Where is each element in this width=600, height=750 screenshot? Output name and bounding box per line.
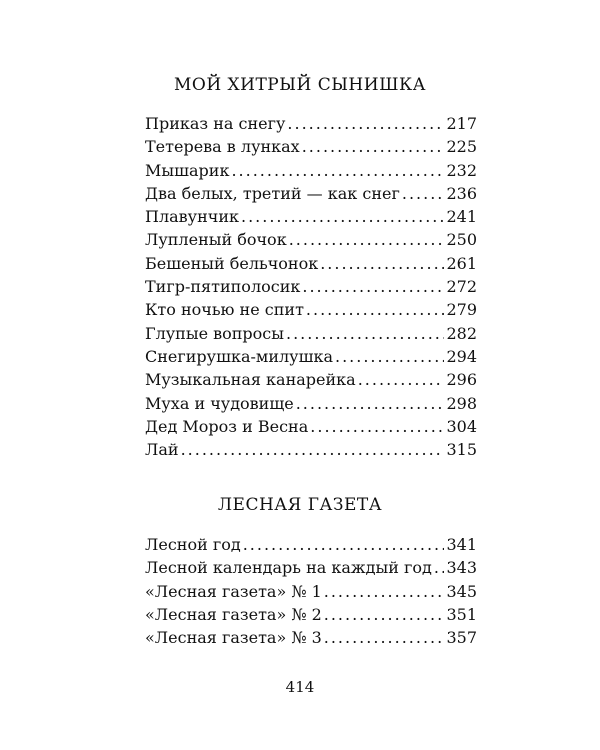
dot-leader (296, 394, 445, 413)
dot-leader (231, 161, 444, 180)
dot-leader (320, 254, 444, 273)
section-title-forest-gazette: ЛЕСНАЯ ГАЗЕТА (217, 495, 383, 515)
toc-entry-page: 279 (446, 300, 477, 320)
toc-entry (145, 324, 477, 347)
toc-entry (145, 300, 477, 323)
toc-entry-page: 241 (446, 207, 477, 227)
toc-entry (145, 114, 477, 137)
toc-entry-page: 304 (446, 416, 477, 436)
dot-leader (181, 440, 445, 459)
toc-entry (145, 535, 477, 558)
toc-entry-title: Мышарик (145, 160, 230, 180)
dot-leader (302, 277, 444, 296)
toc-entry (145, 628, 477, 651)
dot-leader (241, 207, 444, 226)
toc-entry-page: 225 (446, 137, 477, 157)
toc-entry-title: Дед Мороз и Весна (145, 416, 309, 436)
toc-entry-title: Музыкальная канарейка (145, 370, 356, 390)
toc-entry-title: Приказ на снегу (145, 114, 286, 133)
toc-entry-title: «Лесная газета» № 1 (145, 581, 322, 601)
dot-leader (302, 137, 445, 156)
section-title-my-sly-son: МОЙ ХИТРЫЙ СЫНИШКА (173, 75, 427, 95)
toc-entry (145, 184, 477, 207)
toc-entry-page: 343 (446, 558, 477, 578)
toc-entry-title: Муха и чудовище (145, 393, 294, 413)
toc-entry-page: 294 (446, 346, 477, 366)
dot-leader (310, 417, 444, 436)
dot-leader (402, 184, 445, 203)
toc-entry-title: Тигр-пятиполосик (145, 277, 301, 297)
toc-entry-page: 351 (446, 604, 477, 624)
toc-entry (145, 137, 477, 160)
toc-entry-title: Лесной календарь на каждый год (145, 558, 432, 578)
toc-entry-page: 282 (446, 323, 477, 343)
toc-entry-title: Плавунчик (145, 207, 239, 227)
toc-entry-title: Лай (145, 440, 179, 460)
dot-leader (324, 605, 445, 624)
toc-entry (145, 440, 477, 463)
toc-entry-page: 217 (446, 114, 477, 133)
dot-leader (324, 628, 445, 647)
toc-entry-page: 296 (446, 370, 477, 390)
toc-entry (145, 161, 477, 184)
dot-leader (335, 347, 444, 366)
toc-entry (145, 207, 477, 230)
toc-entry-title: Бешеный бельчонок (145, 253, 319, 273)
toc-entry-title: «Лесная газета» № 3 (145, 628, 322, 648)
page-number: 414 (285, 678, 315, 696)
toc-entry-title: Два белых, третий — как снег (145, 183, 400, 203)
toc-entry-page: 357 (446, 628, 477, 648)
dot-leader (243, 535, 445, 554)
toc-entry (145, 254, 477, 277)
dot-leader (306, 300, 445, 319)
toc-entry-page: 236 (446, 183, 477, 203)
toc-entry-page: 261 (446, 253, 477, 273)
toc-entry-page: 232 (446, 160, 477, 180)
toc-list-section-1 (145, 114, 477, 463)
toc-entry-title: Снегирушка-милушка (145, 346, 333, 366)
dot-leader (324, 582, 445, 601)
toc-entry-title: Тетерева в лунках (145, 137, 300, 157)
dot-leader (287, 114, 444, 133)
toc-entry (145, 394, 477, 417)
toc-entry-title: Лупленый бочок (145, 230, 287, 250)
toc-entry-page: 250 (446, 230, 477, 250)
toc-entry (145, 582, 477, 605)
toc-entry (145, 558, 477, 581)
toc-entry (145, 370, 477, 393)
toc-entry (145, 347, 477, 370)
toc-entry-page: 315 (446, 440, 477, 460)
dot-leader (289, 230, 445, 249)
toc-entry-page: 298 (446, 393, 477, 413)
toc-entry-title: Лесной год (145, 535, 241, 554)
toc-entry (145, 417, 477, 440)
toc-entry (145, 277, 477, 300)
toc-entry-page: 341 (446, 535, 477, 554)
dot-leader (286, 324, 444, 343)
toc-entry-page: 272 (446, 277, 477, 297)
dot-leader (434, 558, 445, 577)
toc-entry-title: Глупые вопросы (145, 323, 284, 343)
dot-leader (358, 370, 445, 389)
toc-list-section-2 (145, 535, 477, 651)
toc-entry-page: 345 (446, 581, 477, 601)
toc-entry (145, 230, 477, 253)
toc-entry (145, 605, 477, 628)
toc-entry-title: «Лесная газета» № 2 (145, 604, 322, 624)
toc-entry-title: Кто ночью не спит (145, 300, 304, 320)
